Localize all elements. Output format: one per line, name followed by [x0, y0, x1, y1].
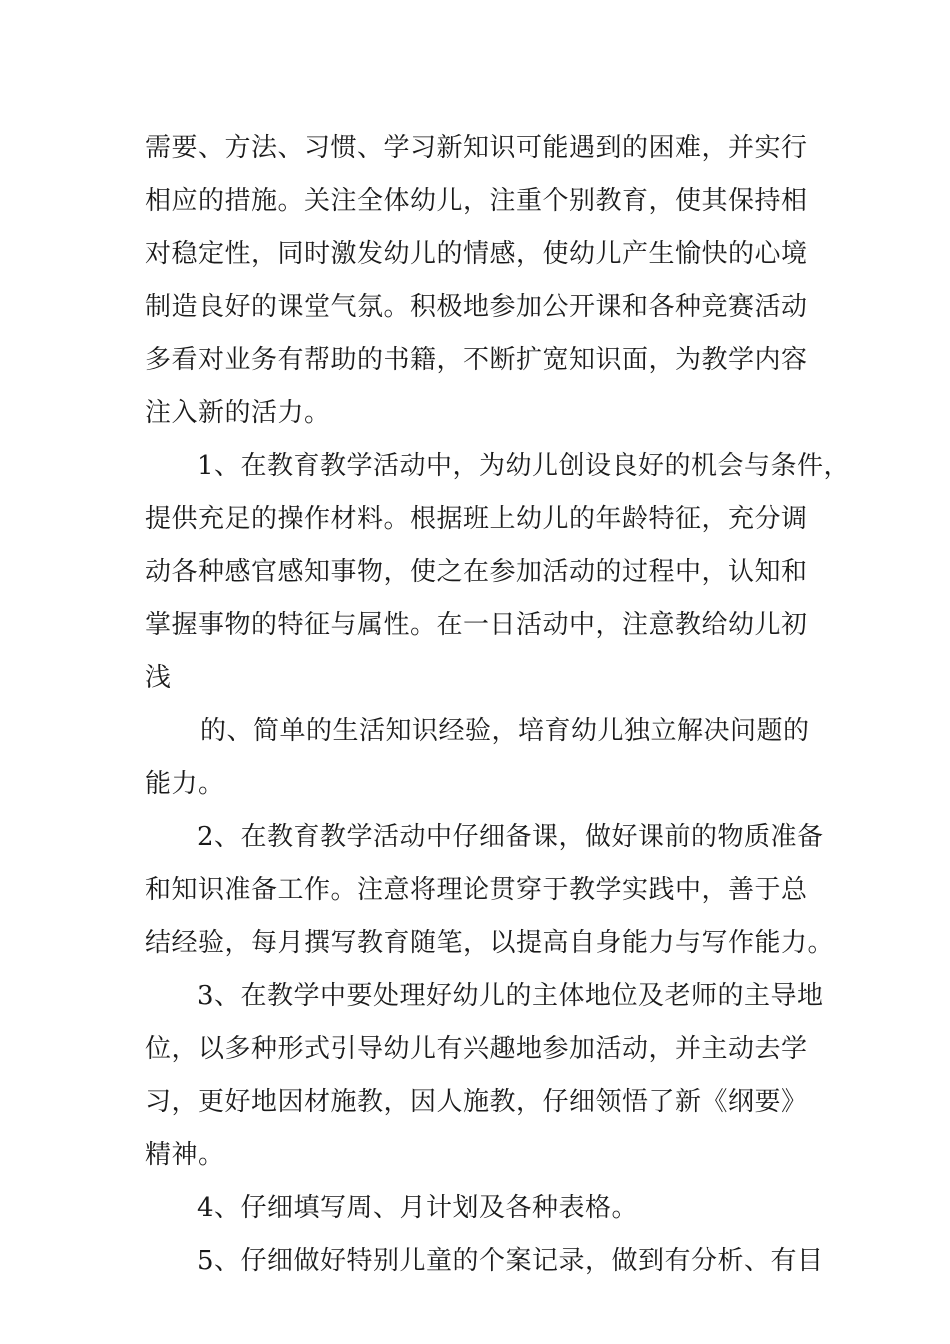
- text-line-19: 习，更好地因材施教，因人施教，仔细领悟了新《纲要》: [145, 1087, 808, 1117]
- text-line-3: 对稳定性，同时激发幼儿的情感，使幼儿产生愉快的心境: [145, 239, 808, 269]
- text-line-12: 的、简单的生活知识经验，培育幼儿独立解决问题的: [200, 716, 810, 746]
- text-line-17: 3、在教学中要处理好幼儿的主体地位及老师的主导地: [197, 981, 824, 1011]
- text-line-8: 提供充足的操作材料。根据班上幼儿的年龄特征，充分调: [145, 504, 808, 534]
- text-line-11: 浅: [145, 663, 172, 693]
- text-line-13: 能力。: [145, 769, 225, 799]
- text-line-21: 4、仔细填写周、月计划及各种表格。: [197, 1193, 639, 1223]
- text-line-1: 需要、方法、习惯、学习新知识可能遇到的困难，并实行: [145, 133, 808, 163]
- text-line-9: 动各种感官感知事物，使之在参加活动的过程中，认知和: [145, 557, 808, 587]
- text-line-5: 多看对业务有帮助的书籍，不断扩宽知识面，为教学内容: [145, 345, 808, 375]
- text-line-20: 精神。: [145, 1140, 225, 1170]
- text-line-14: 2、在教育教学活动中仔细备课，做好课前的物质准备: [197, 822, 824, 852]
- text-line-7: 1、在教育教学活动中，为幼儿创设良好的机会与条件，: [197, 451, 851, 481]
- text-line-18: 位，以多种形式引导幼儿有兴趣地参加活动，并主动去学: [145, 1034, 808, 1064]
- text-line-16: 结经验，每月撰写教育随笔，以提高自身能力与写作能力。: [145, 928, 835, 958]
- text-line-6: 注入新的活力。: [145, 398, 331, 428]
- text-line-2: 相应的措施。关注全体幼儿，注重个别教育，使其保持相: [145, 186, 808, 216]
- text-line-22: 5、仔细做好特别儿童的个案记录，做到有分析、有目: [197, 1246, 824, 1276]
- text-line-10: 掌握事物的特征与属性。在一日活动中，注意教给幼儿初: [145, 610, 808, 640]
- text-line-15: 和知识准备工作。注意将理论贯穿于教学实践中，善于总: [145, 875, 808, 905]
- text-line-4: 制造良好的课堂气氛。积极地参加公开课和各种竞赛活动: [145, 292, 808, 322]
